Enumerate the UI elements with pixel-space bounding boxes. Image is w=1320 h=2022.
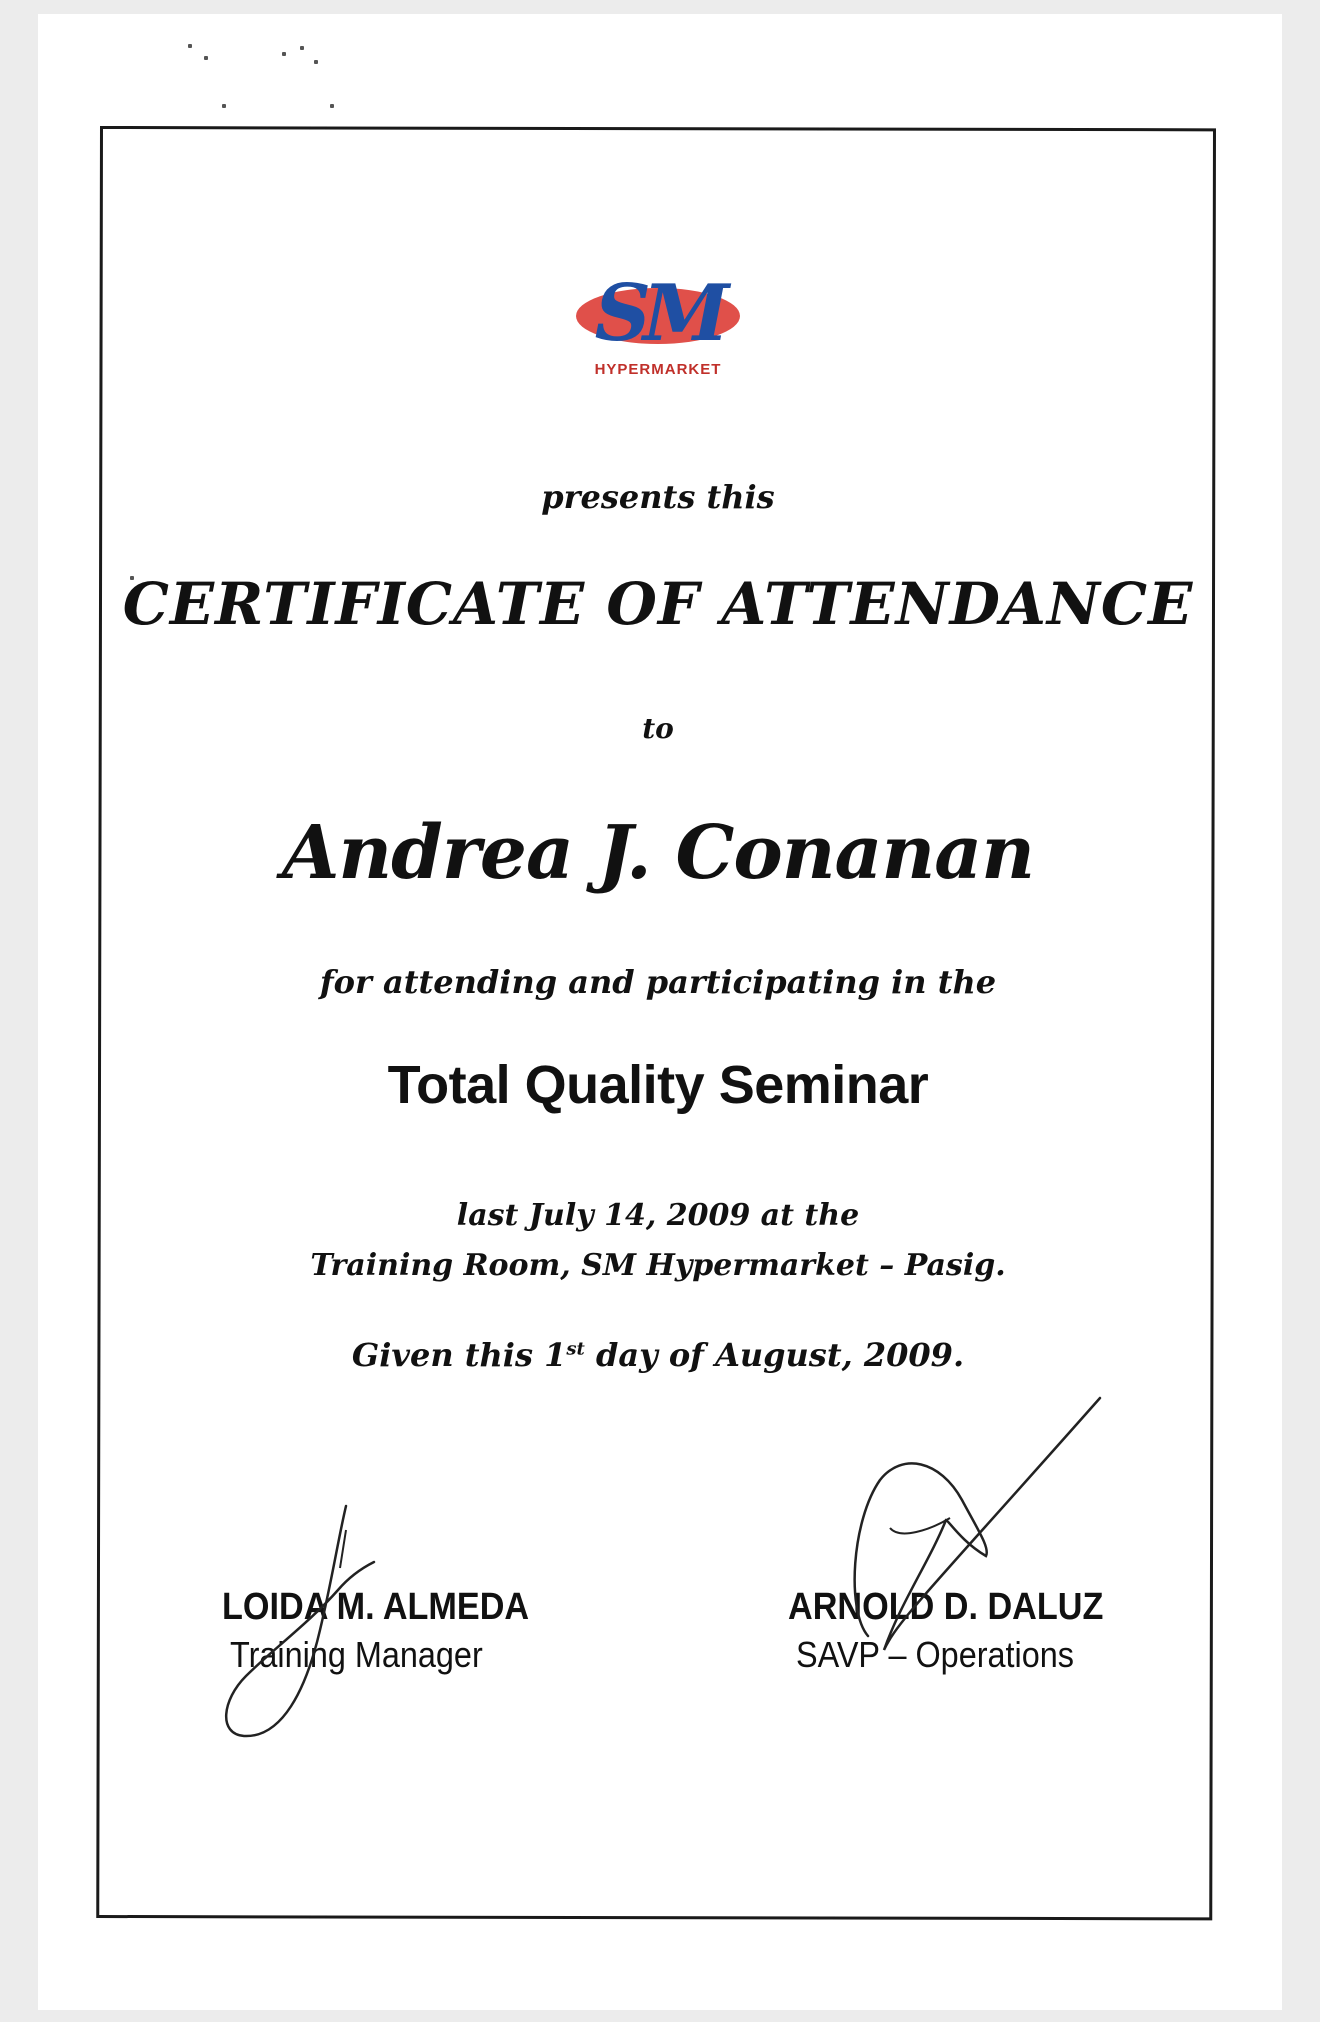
signatory-left-name: LOIDA M. ALMEDA bbox=[222, 1586, 530, 1628]
signatory-right-name: ARNOLD D. DALUZ bbox=[788, 1586, 1104, 1628]
given-suffix: day of August, 2009. bbox=[584, 1336, 965, 1374]
sm-hypermarket-logo bbox=[570, 276, 750, 380]
logo-wordmark: HYPERMARKET bbox=[594, 361, 722, 378]
presents-text: presents this bbox=[541, 478, 775, 516]
given-prefix: Given this 1 bbox=[351, 1336, 567, 1374]
scan-speck bbox=[314, 60, 318, 64]
scan-speck bbox=[222, 104, 226, 108]
scan-speck bbox=[330, 104, 334, 108]
given-date bbox=[100, 1336, 1216, 1374]
event-venue-line: Training Room, SM Hypermarket – Pasig. bbox=[310, 1248, 1006, 1283]
signatory-right-title: SAVP – Operations bbox=[796, 1634, 1074, 1675]
logo-mark: SM bbox=[594, 276, 722, 359]
event-name: Total Quality Seminar bbox=[387, 1055, 929, 1115]
recipient-name: Andrea J. Conanan bbox=[281, 810, 1035, 896]
participation-text: for attending and participating in the bbox=[319, 963, 997, 1001]
event-date-line: last July 14, 2009 at the bbox=[456, 1198, 860, 1233]
given-ordinal: st bbox=[566, 1338, 585, 1360]
scan-speck bbox=[282, 52, 286, 56]
signatory-left-title: Training Manager bbox=[230, 1634, 483, 1675]
scan-speck bbox=[204, 56, 208, 60]
to-text: to bbox=[642, 712, 674, 745]
scan-speck bbox=[188, 44, 192, 48]
certificate-title: CERTIFICATE OF ATTENDANCE bbox=[122, 570, 1194, 638]
scan-speck bbox=[300, 46, 304, 50]
